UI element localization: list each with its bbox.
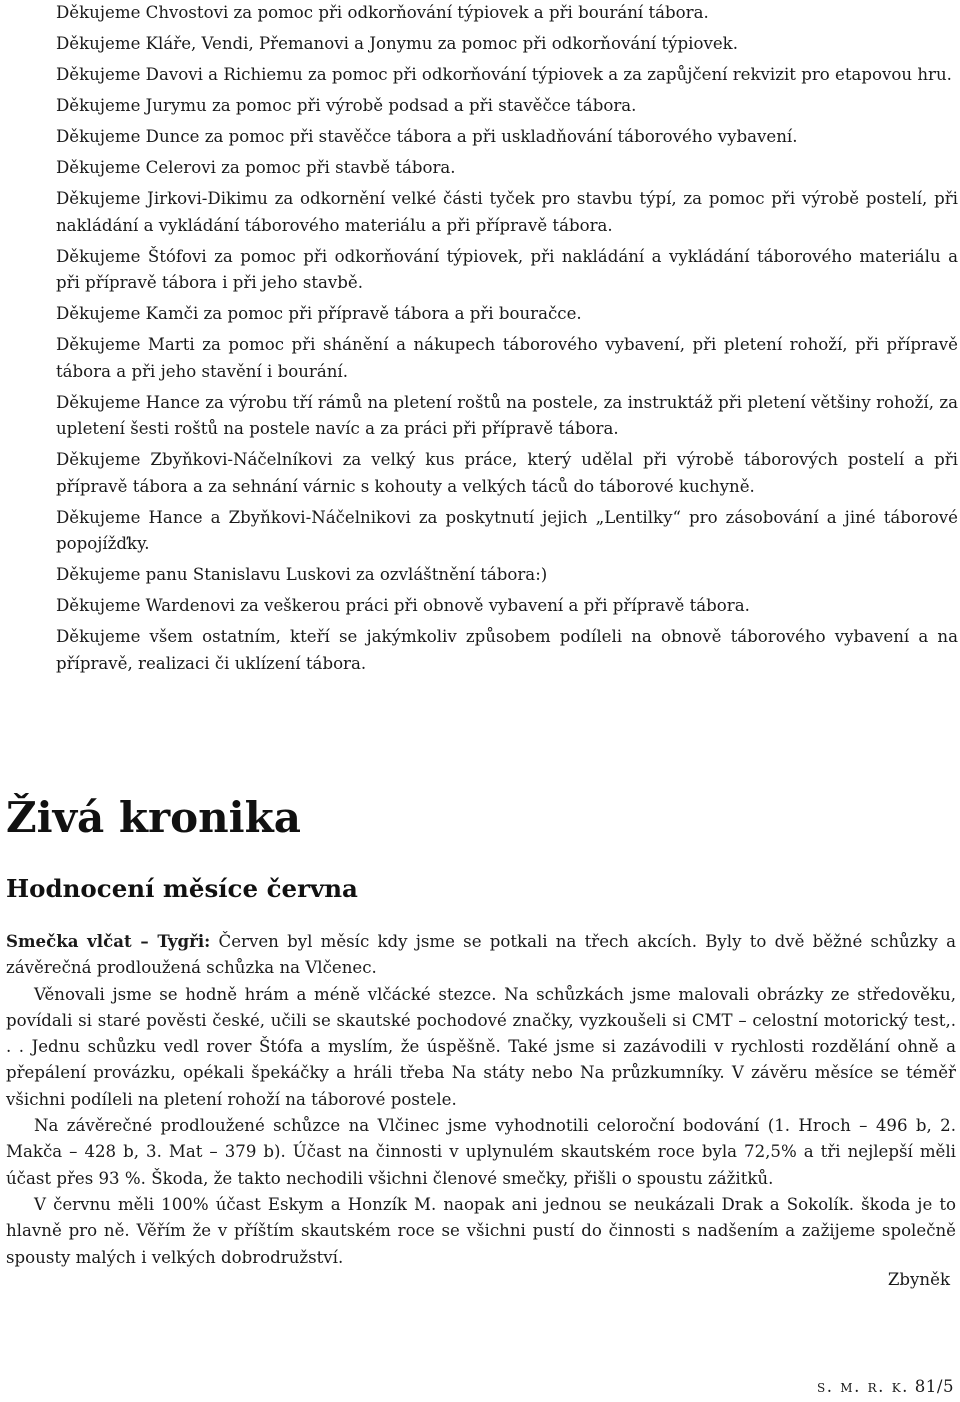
- report-paragraph-text: Červen byl měsíc kdy jsme se potkali na třech akcích. Byly to dvě běžné schůzky a závěrečná prodloužená schůzka na Vlčenec.: [6, 932, 956, 978]
- thanks-item: Děkujeme všem ostatním, kteří se jakýmkoliv způsobem podíleli na obnově táborového vybavení a na přípravě, realizaci či uklízení tábora.: [56, 627, 958, 673]
- journal-name: s. m. r. k.: [817, 1377, 909, 1396]
- thanks-item: Děkujeme Kamči za pomoc při přípravě tábora a při bouračce.: [56, 304, 582, 323]
- report-lead: Smečka vlčat – Tygři:: [6, 931, 211, 951]
- thanks-item: Děkujeme Celerovi za pomoc při stavbě tábora.: [56, 158, 456, 177]
- report-paragraph: Na závěrečné prodloužené schůzce na Vlčinec jsme vyhodnotili celoroční bodování (1. Hroch – 496 b, 2. Makča – 428 b, 3. Mat – 379 b). Účast na činnosti v uplynulém skautském roce byla 72,5% a tři nejlepší měli účast přes 93 %. Škoda, že takto nechodili všichni členové smečky, přišli o spoustu zážitků.: [6, 1116, 956, 1188]
- thanks-item: Děkujeme Kláře, Vendi, Přemanovi a Jonymu za pomoc při odkorňování týpiovek.: [56, 34, 738, 53]
- page-footer: [817, 1376, 954, 1398]
- thanks-item: Děkujeme Davovi a Richiemu za pomoc při odkorňování týpiovek a za zapůjčení rekvizit pro etapovou hru.: [56, 65, 952, 84]
- report-paragraph: V červnu měli 100% účast Eskym a Honzík M. naopak ani jednou se neukázali Drak a Sokolík. škoda je to hlavně pro ně. Věřím že v příštím skautském roce se všichni pustí do činnosti s nadšením a zažijeme společně spousty malých i velkých dobrodružství.: [6, 1194, 956, 1267]
- thanks-item: Děkujeme Chvostovi za pomoc při odkorňování týpiovek a při bourání tábora.: [56, 3, 709, 22]
- thanks-item: Děkujeme Hance za výrobu tří rámů na pletení roštů na postele, za instruktáž při pletení většiny rohoží, za upletení šesti roštů na postele navíc a za práci při přípravě tábora.: [56, 392, 958, 438]
- chapter-title: Živá kronika: [6, 793, 301, 842]
- thanks-item: Děkujeme Jurymu za pomoc při výrobě podsad a při stavěčce tábora.: [56, 96, 637, 115]
- report-body: [6, 928, 956, 1271]
- section-title: Hodnocení měsíce června: [6, 874, 358, 903]
- report-paragraph: [6, 928, 956, 982]
- page-number: 81/5: [914, 1377, 954, 1396]
- thanks-item: Děkujeme Dunce za pomoc při stavěčce tábora a při uskladňování táborového vybavení.: [56, 127, 798, 146]
- thanks-item: Děkujeme Štófovi za pomoc při odkorňování týpiovek, při nakládání a vykládání táborového materiálu a při přípravě tábora i při jeho stavbě.: [56, 246, 958, 292]
- thanks-item: Děkujeme Zbyňkovi-Náčelníkovi za velký kus práce, který udělal při výrobě táborových postelí a při přípravě tábora a za sehnání várnic s kohouty a velkých táců do táborové kuchyně.: [56, 450, 958, 496]
- thanks-item: Děkujeme Marti za pomoc při shánění a nákupech táborového vybavení, při pletení rohoží, při přípravě tábora a při jeho stavění i bourání.: [56, 335, 958, 381]
- thanks-item: Děkujeme Hance a Zbyňkovi-Náčelnikovi za poskytnutí jejich „Lentilky“ pro zásobování a jiné táborové popojížďky.: [56, 507, 958, 553]
- thanks-item: Děkujeme panu Stanislavu Luskovi za ozvláštnění tábora:): [56, 565, 548, 584]
- author-signature: Zbyněk: [887, 1270, 950, 1289]
- thanks-item: Děkujeme Wardenovi za veškerou práci při obnově vybavení a při přípravě tábora.: [56, 596, 750, 615]
- report-paragraph: Věnovali jsme se hodně hrám a méně vlčácké stezce. Na schůzkách jsme malovali obrázky ze středověku, povídali si staré pověsti české, učili se skautské pochodové značky, vyzkoušeli si CMT – celostní motorický test,. . . Jednu schůzku vedl rover Štófa a myslím, že úspěšně. Také jsme si zazávodili v rychlosti rozdělání ohně a přepálení provázku, opékali špekáčky a hráli třeba Na státy nebo Na průzkumníky. V závěru měsíce se téměř všichni podíleli na pletení rohoží na táborové postele.: [6, 984, 956, 1109]
- thanks-item: Děkujeme Jirkovi-Dikimu za odkornění velké části tyček pro stavbu týpí, za pomoc při výrobě postelí, při nakládání a vykládání táborového materiálu a při přípravě tábora.: [56, 189, 958, 235]
- thanks-list: [56, 0, 958, 682]
